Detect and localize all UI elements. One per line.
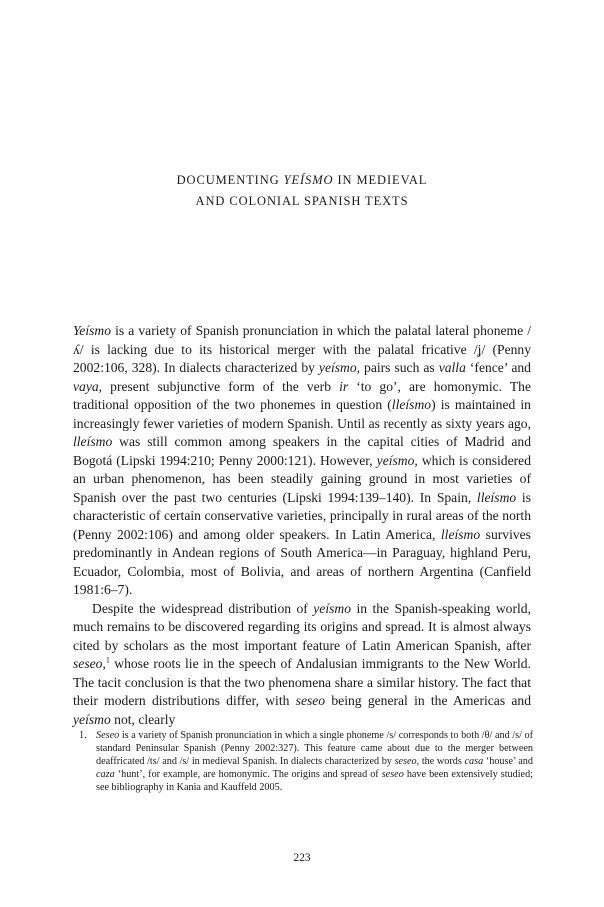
chapter-title-line-1: DOCUMENTING YEÍSMO IN MEDIEVAL	[176, 173, 428, 187]
footnote-reference[interactable]: 1	[105, 655, 110, 665]
footnote-1	[79, 729, 533, 794]
footnote-number: 1.	[79, 730, 87, 741]
chapter-title	[0, 170, 604, 212]
body-text	[73, 322, 531, 729]
footnote-text: Seseo is a variety of Spanish pronunciation in which a single phoneme /s/ corresponds to both /θ/ and /s/ of standard Peninsular Spanish (Penny 2002:327). This feature came about due to the merger between deaffricated /ts/ and /s/ in medieval Spanish. In dialects characterized by seseo, the words casa ‘house’ and caza ‘hunt’, for example, are homonymic. The origins and spread of seseo have been extensively studied; see bibliography in Kania and Kauffeld 2005.	[96, 730, 534, 794]
paragraph-2: Despite the widespread distribution of yeísmo in the Spanish-speaking world, much remains to be discovered regarding its origins and spread. It is almost always cited by scholars as the most important feature of Latin American Spanish, after seseo,$^1$ whose roots lie in the speech of Andalusian immigrants to the New World. The tacit conclusion is that the two phenomena share a similar history. The fact that their modern distributions differ, with seseo being general in the Americas and yeísmo not, clearly	[73, 600, 531, 727]
page-number: 223	[293, 852, 311, 864]
chapter-title-line-2: AND COLONIAL SPANISH TEXTS	[195, 194, 409, 208]
paragraph-1: Yeísmo is a variety of Spanish pronunciation in which the palatal lateral phoneme /ʎ/ is lacking due to its historical merger with the palatal fricative /ʝ/ (Penny 2002:106, 328). In dialects characterized by yeísmo, pairs such as valla ‘fence’ and vaya, present subjunctive form of the verb ir ‘to go’, are homonymic. The traditional opposition of the two phonemes in question (lleísmo) is maintained in increasingly fewer varieties of modern Spanish. Until as recently as sixty years ago, lleísmo was still common among speakers in the capital cities of Madrid and Bogotá (Lipski 1994:210; Penny 2000:121). However, yeísmo, which is considered an urban phenomenon, has been steadily gaining ground in most varieties of Spanish over the past two centuries (Lipski 1994:139–140). In Spain, lleísmo is characteristic of certain conservative varieties, principally in rural areas of the north (Penny 2002:106) and among older speakers. In Latin America, lleísmo survives predominantly in Andean regions of South America—in Paraguay, highland Peru, Ecuador, Colombia, most of Bolivia, and areas of northern Argentina (Canfield 1981:6–7).	[73, 323, 532, 597]
